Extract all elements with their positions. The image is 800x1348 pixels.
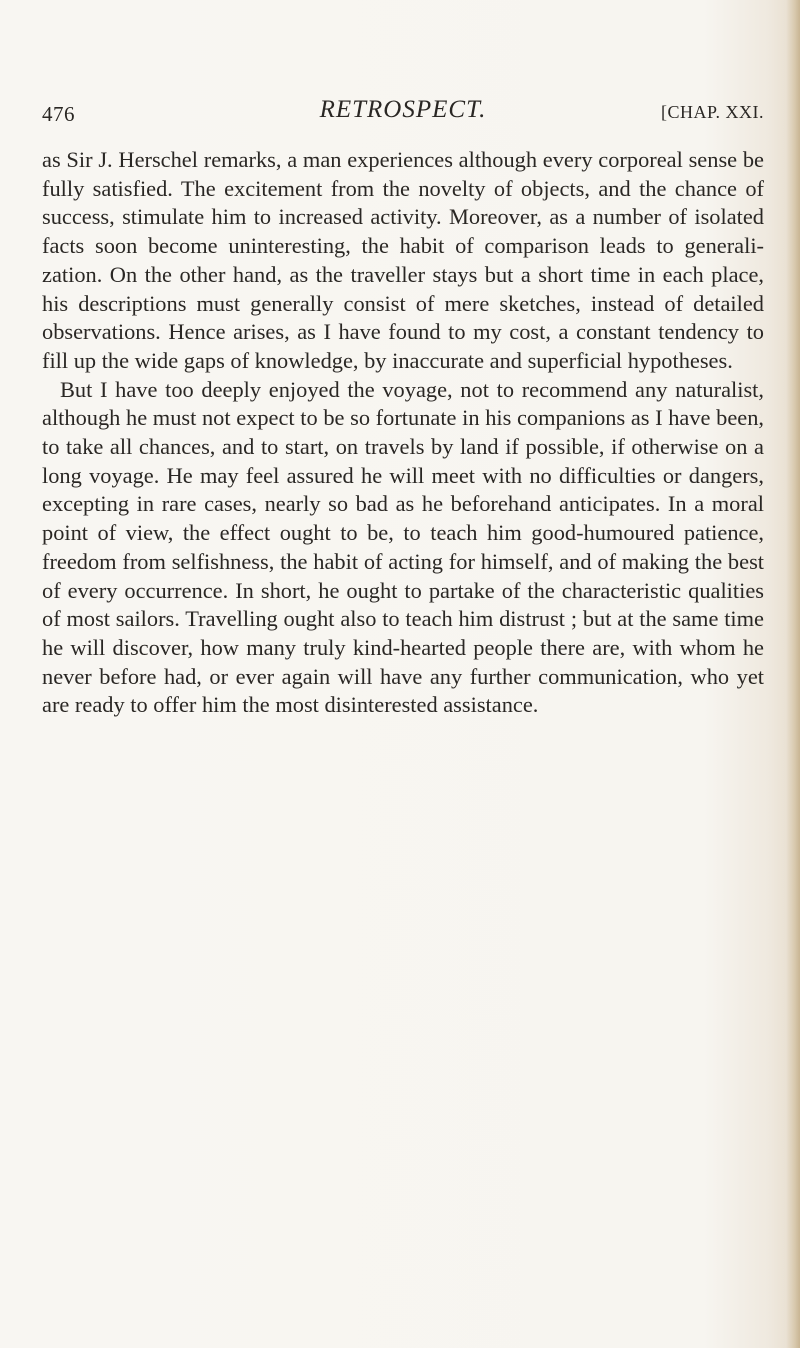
paragraph: But I have too deeply enjoyed the voyage, not to recommend any naturalist, although he must not expect to be so fortunate in his companions as I have been, to take all chances, and to start, on travels by land if possible, if otherwise on a long voyage. He may feel assured he will meet with no difficulties or dangers, excepting in rare cases, nearly so bad as he beforehand anticipates. In a moral point of view, the effect ought to be, to teach him good-humoured patience, freedom from selfishness, the habit of acting for himself, and of making the best of every occurrence. In short, he ought to partake of the characteristic qualities of most sailors. Travelling ought also to teach him distrust ; but at the same time he will discover, how many truly kind-hearted people there are, with whom he never before had, or ever again will have any further communication, who yet are ready to offer him the most disinterested assistance. [42,376,764,718]
body-text [42,146,764,720]
paragraph: as Sir J. Herschel remarks, a man experiences although every corporeal sense be fully satisfied. The excitement from the novelty of objects, and the chance of success, stimulate him to increased activity. Moreover, as a number of isolated facts soon become uninteresting, the habit of comparison leads to generali- zation. On the other hand, as the traveller stays but a short time in each place, his descriptions must generally consist of mere sketches, instead of detailed observations. Hence arises, as I have found to my cost, a constant tendency to fill up the wide gaps of knowledge, by inaccurate and superficial hypotheses. [42,147,764,373]
page-edge-shadow [786,0,800,1348]
page-number: 476 [42,102,75,126]
running-title: RETROSPECT. [319,96,487,123]
chapter-reference: [CHAP. XXI. [660,102,764,122]
page-header [42,96,764,136]
